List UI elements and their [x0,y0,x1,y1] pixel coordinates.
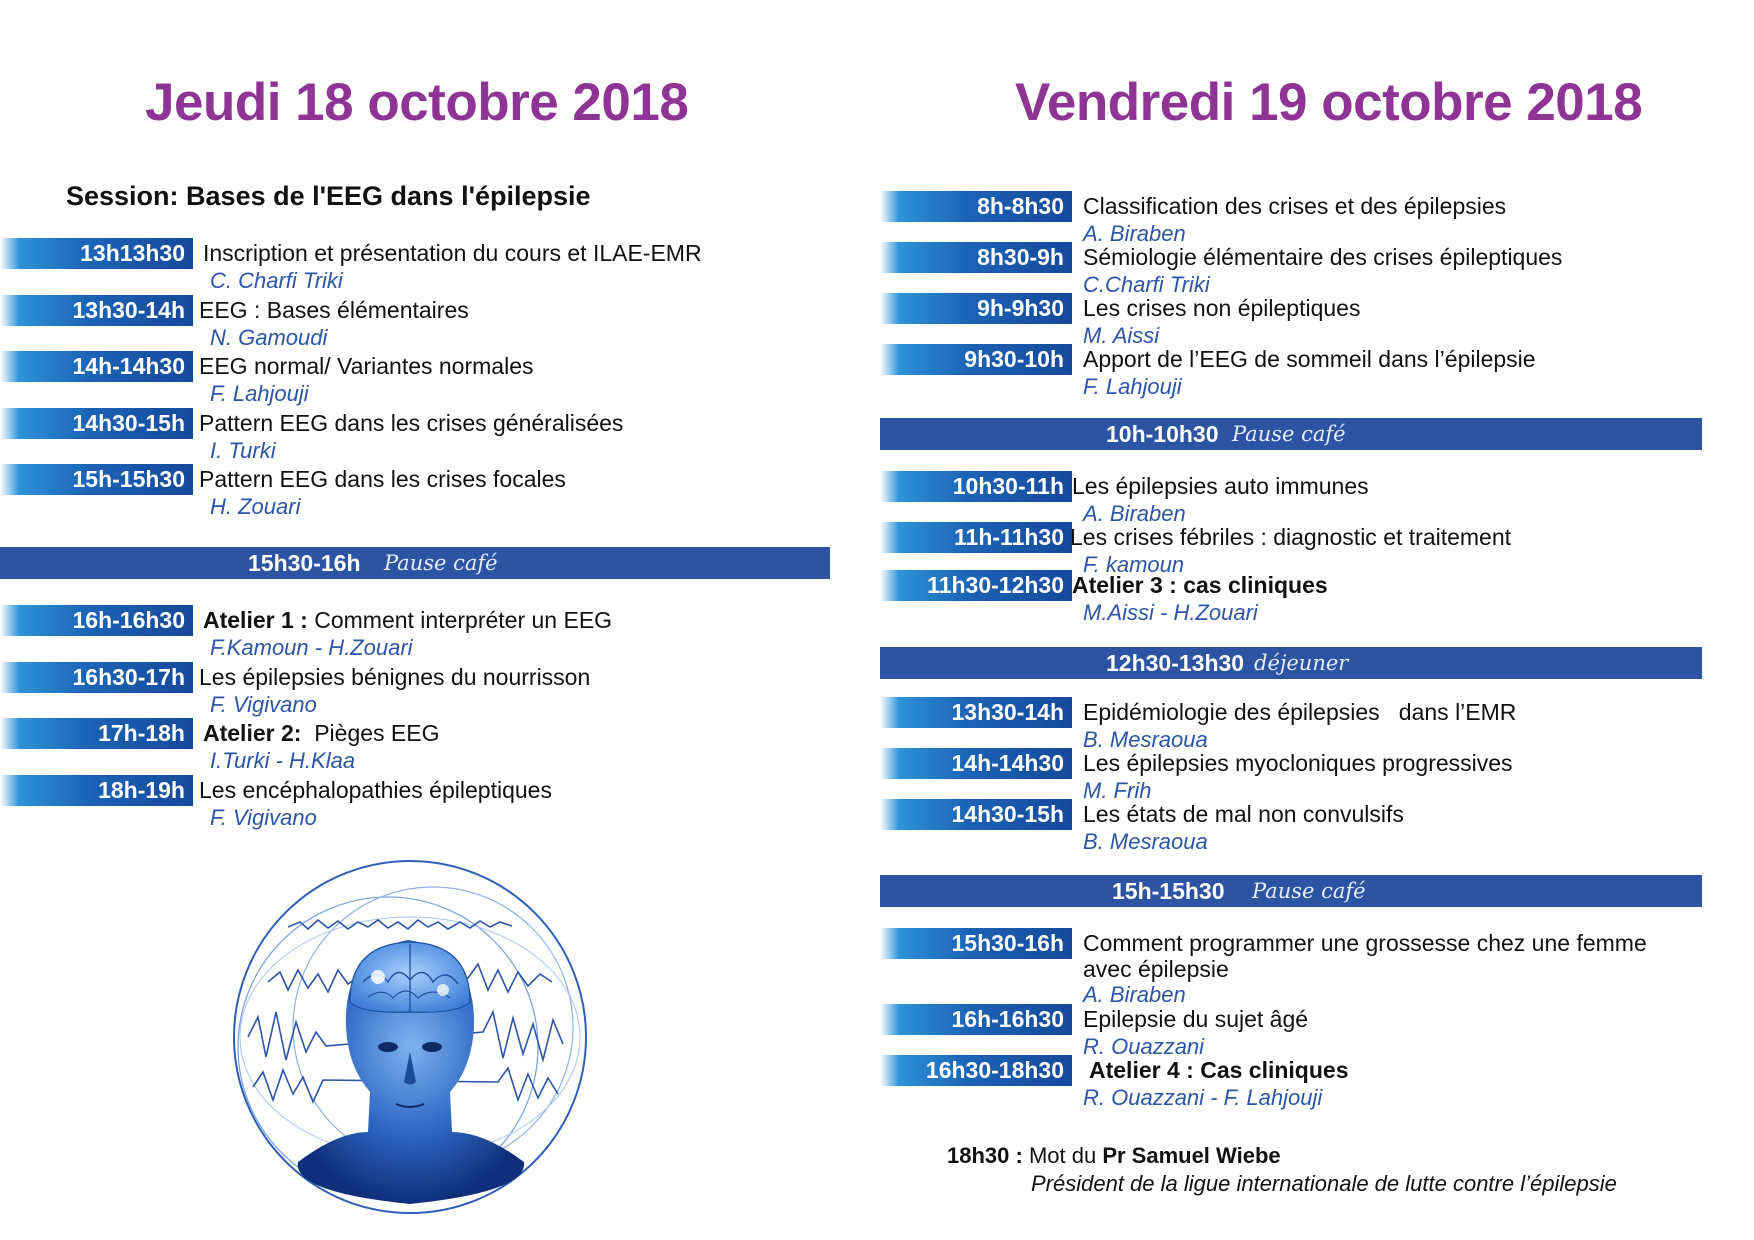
coffee-break-bar [880,875,1702,907]
time-badge: 9h-9h30 [880,293,1072,324]
talk-title: EEG : Bases élémentaires [199,297,469,323]
time-badge: 16h-16h30 [880,1004,1072,1035]
talk-title [203,605,612,636]
time-badge: 16h30-18h30 [880,1055,1072,1086]
time-badge: 15h-15h30 [0,464,193,495]
time-badge: 8h30-9h [880,242,1072,273]
break-label: Pause café [1232,422,1346,446]
talk-title-text: Comment interpréter un EEG [307,607,613,633]
talk-title: Sémiologie élémentaire des crises épileptiques [1083,244,1563,270]
break-label: Pause café [384,551,498,575]
day1-title: Jeudi 18 octobre 2018 [145,73,689,132]
time-badge: 9h30-10h [880,344,1072,375]
speaker-name: M. Aissi [1083,323,1160,348]
talk-title: Epidémiologie des épilepsies dans l’EMR [1083,699,1517,725]
time-badge: 11h30-12h30 [880,570,1072,601]
break-time: 12h30-13h30 [1106,650,1245,676]
speaker-name: I. Turki [210,438,276,463]
talk-title: Les crises fébriles : diagnostic et traitement [1070,524,1512,550]
time-badge: 13h30-14h [0,295,193,326]
talk-title: Pattern EEG dans les crises focales [199,466,566,492]
speaker-name: C. Charfi Triki [210,268,343,293]
speaker-name: A. Biraben [1083,982,1186,1007]
time-badge: 10h30-11h [880,471,1072,502]
time-badge: 15h30-16h [880,928,1072,959]
talk-title: Les encéphalopathies épileptiques [199,777,552,803]
time-badge: 14h30-15h [0,408,193,439]
talk-title: Comment programmer une grossesse chez une femme [1083,930,1647,956]
talk-title: Les crises non épileptiques [1083,295,1361,321]
speaker-name: B. Mesraoua [1083,829,1208,854]
time-badge: 16h-16h30 [0,605,193,636]
speaker-name: I.Turki - H.Klaa [210,748,356,773]
time-badge: 8h-8h30 [880,191,1072,222]
speaker-name: M. Frih [1083,778,1152,803]
speaker-name: R. Ouazzani - F. Lahjouji [1083,1085,1323,1110]
speaker-name: F. Vigivano [210,805,317,830]
session-title: Session: Bases de l'EEG dans l'épilepsie [66,181,591,211]
lunch-break-bar [880,647,1702,679]
workshop-label: Atelier 1 : [203,607,308,633]
time-badge: 14h30-15h [880,799,1072,830]
time-badge: 17h-18h [0,718,193,749]
speaker-name: A. Biraben [1083,221,1186,246]
speaker-name: N. Gamoudi [210,325,328,350]
talk-title: Classification des crises et des épilepsies [1083,193,1507,219]
eeg-brain-illustration-icon [228,832,592,1238]
talk-title: Apport de l’EEG de sommeil dans l’épilepsie [1083,346,1536,372]
break-label: Pause café [1252,879,1366,903]
time-badge: 14h-14h30 [0,351,193,382]
break-time: 10h-10h30 [1106,421,1219,447]
time-badge: 13h30-14h [880,697,1072,728]
speaker-name: R. Ouazzani [1083,1034,1205,1059]
speaker-name: B. Mesraoua [1083,727,1208,752]
talk-title: Epilepsie du sujet âgé [1083,1006,1309,1032]
talk-title: Inscription et présentation du cours et ILAE-EMR [203,240,702,266]
time-badge: 16h30-17h [0,662,193,693]
talk-title: Les états de mal non convulsifs [1083,801,1404,827]
time-badge: 13h13h30 [0,238,193,269]
speaker-name: F. Lahjouji [210,381,309,406]
closing-remarks [947,1143,1281,1169]
speaker-name: A. Biraben [1083,501,1186,526]
speaker-name: F.Kamoun - H.Zouari [210,635,413,660]
talk-title: Atelier 3 : cas cliniques [1072,572,1328,598]
talk-title: EEG normal/ Variantes normales [199,353,534,379]
speaker-name: M.Aissi - H.Zouari [1083,600,1258,625]
time-badge: 14h-14h30 [880,748,1072,779]
speaker-name: F. Vigivano [210,692,317,717]
closing-role: Président de la ligue internationale de lutte contre l’épilepsie [1031,1171,1617,1196]
coffee-break-bar [880,418,1702,450]
break-time: 15h30-16h [248,550,361,576]
talk-title: Les épilepsies auto immunes [1072,473,1369,499]
break-label: déjeuner [1254,651,1349,675]
talk-title: Atelier 4 : Cas cliniques [1089,1057,1349,1083]
talk-title-text: Pièges EEG [301,720,440,746]
talk-title: Les épilepsies bénignes du nourrisson [199,664,591,690]
talk-title [203,718,440,749]
closing-text: Mot du [1022,1143,1103,1168]
coffee-break-bar [0,547,830,579]
talk-title: Les épilepsies myocloniques progressives [1083,750,1513,776]
speaker-name: F. kamoun [1083,552,1185,577]
speaker-name: C.Charfi Triki [1083,272,1210,297]
workshop-label: Atelier 2: [203,720,302,746]
talk-title: Pattern EEG dans les crises généralisées [199,410,624,436]
closing-time: 18h30 : [947,1143,1023,1168]
break-time: 15h-15h30 [1112,878,1225,904]
day2-title: Vendredi 19 octobre 2018 [1015,73,1643,132]
speaker-name: H. Zouari [210,494,301,519]
time-badge: 11h-11h30 [880,522,1072,553]
speaker-name: F. Lahjouji [1083,374,1182,399]
talk-title-line2: avec épilepsie [1083,956,1229,982]
closing-person: Pr Samuel Wiebe [1102,1143,1281,1168]
time-badge: 18h-19h [0,775,193,806]
